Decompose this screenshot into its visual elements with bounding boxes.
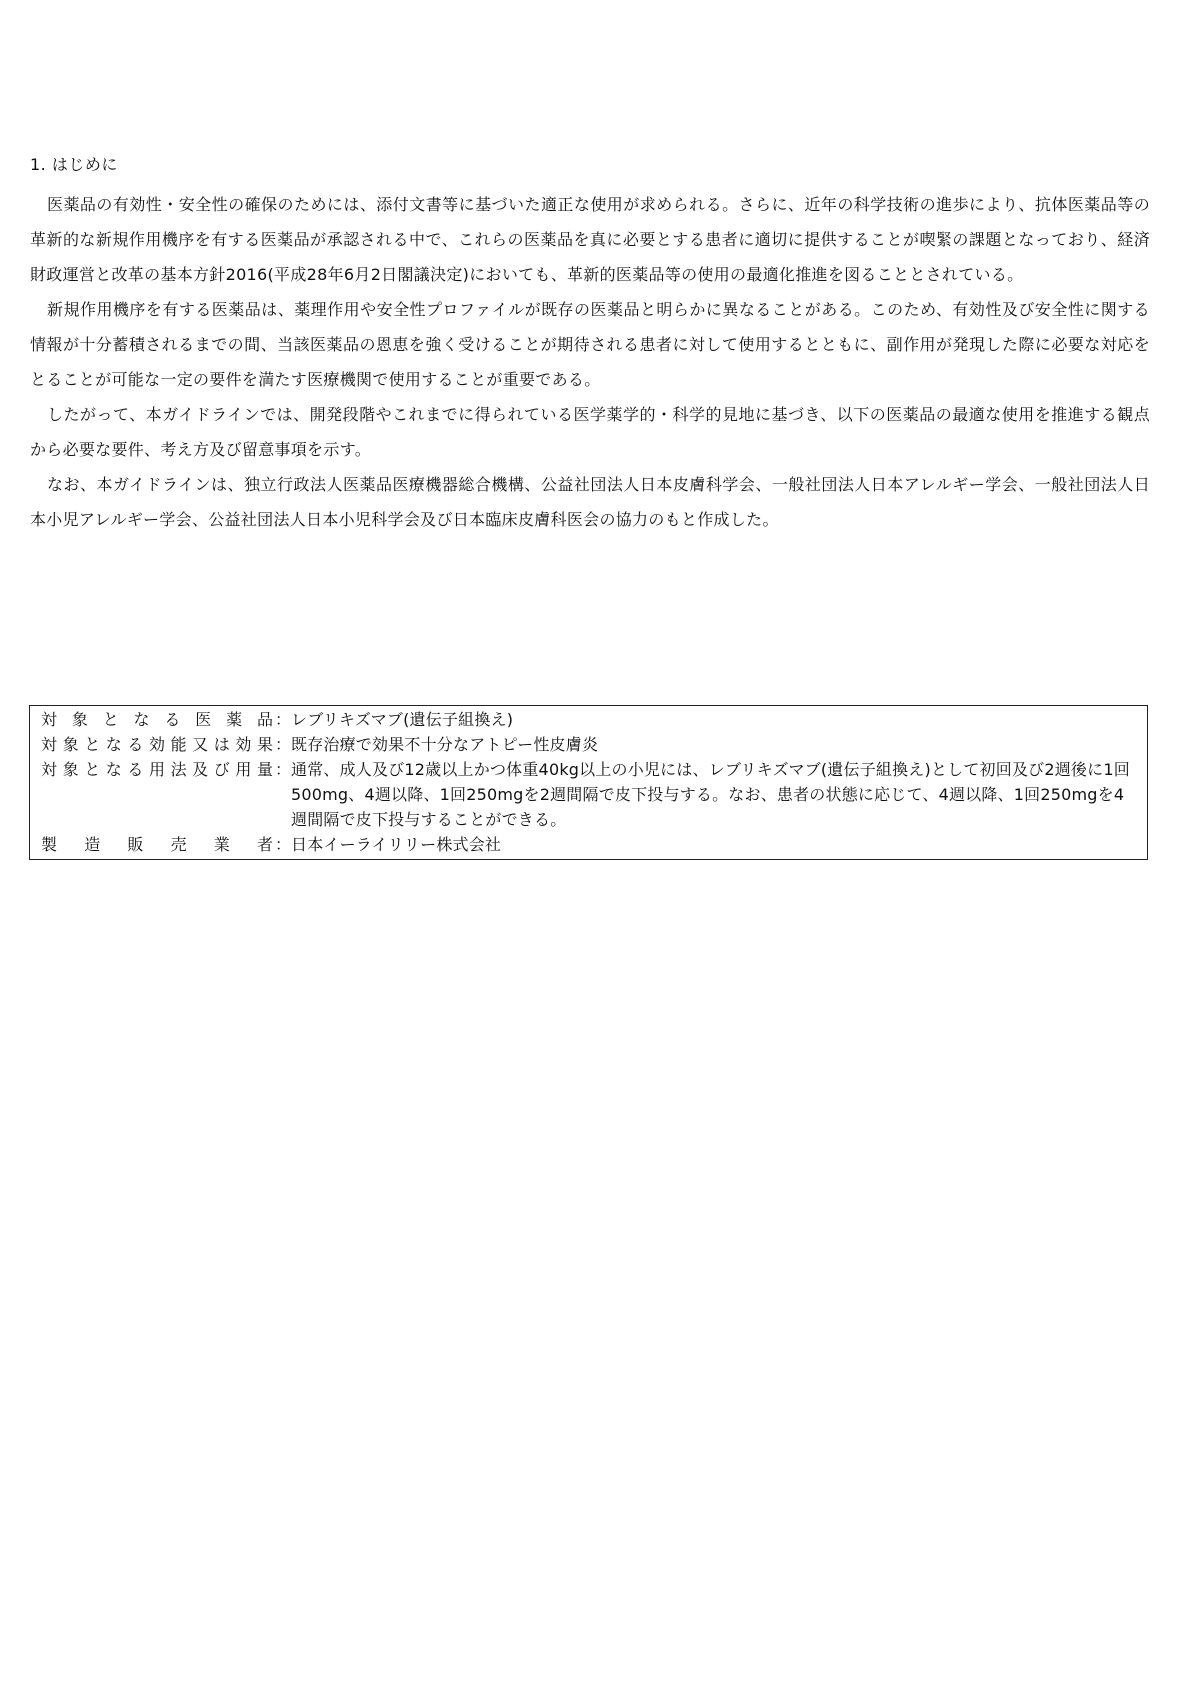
intro-paragraph: 新規作用機序を有する医薬品は、薬理作用や安全性プロファイルが既存の医薬品と明らかに異なることがある。このため、有効性及び安全性に関する情報が十分蓄積されるまでの間、当該医薬品の恩恵を強く受けることが期待される患者に対して使用するとともに、副作用が発現した際に必要な対応をとることが可能な一定の要件を満たす医療機関で使用することが重要である。 (30, 300, 1150, 389)
info-label-colon: ： (274, 735, 291, 754)
info-label (41, 732, 291, 757)
drug-info-box (29, 705, 1148, 860)
intro-paragraph: 医薬品の有効性・安全性の確保のためには、添付文書等に基づいた適正な使用が求められる。さらに、近年の科学技術の進歩により、抗体医薬品等の革新的な新規作用機序を有する医薬品が承認される中で、これらの医薬品を真に必要とする患者に適切に提供することが喫緊の課題となっており、経済財政運営と改革の基本方針2016(平成28年6月2日閣議決定)においても、革新的医薬品等の使用の最適化推進を図ることとされている。 (30, 195, 1150, 284)
info-label-text: 対象となる効能又は効果 (41, 735, 273, 754)
info-label (41, 757, 291, 782)
info-value: 日本イーライリリー株式会社 (291, 835, 502, 854)
intro-paragraph: なお、本ガイドラインは、独立行政法人医薬品医療機器総合機構、公益社団法人日本皮膚科学会、一般社団法人日本アレルギー学会、一般社団法人日本小児アレルギー学会、公益社団法人日本小児科学会及び日本臨床皮膚科医会の協力のもと作成した。 (30, 475, 1150, 529)
info-label-colon: ： (274, 710, 291, 729)
info-row-indication (41, 732, 1137, 757)
info-value: 通常、成人及び12歳以上かつ体重40kg以上の小児には、レブリキズマブ(遺伝子組換え)として初回及び2週後に1回500mg、4週以降、1回250mgを2週間隔で皮下投与する。なお、患者の状態に応じて、4週以降、1回250mgを4週間隔で皮下投与することができる。 (291, 760, 1130, 829)
info-row-drug (41, 707, 1137, 732)
info-row-manufacturer (41, 832, 1137, 857)
info-row-dosage (41, 757, 1137, 832)
info-value: レブリキズマブ(遺伝子組換え) (291, 710, 514, 729)
intro-paragraph: したがって、本ガイドラインでは、開発段階やこれまでに得られている医学薬学的・科学的見地に基づき、以下の医薬品の最適な使用を推進する観点から必要な要件、考え方及び留意事項を示す。 (30, 405, 1150, 459)
info-label-text: 製造販売業者 (41, 835, 273, 854)
info-label (41, 832, 291, 857)
introduction-body (30, 187, 1150, 537)
info-label (41, 707, 291, 732)
info-label-colon: ： (274, 835, 291, 854)
section-heading: 1. はじめに (30, 155, 118, 174)
info-value: 既存治療で効果不十分なアトピー性皮膚炎 (291, 735, 599, 754)
info-label-text: 対象となる用法及び用量 (41, 760, 273, 779)
info-label-colon: ： (274, 760, 291, 779)
info-label-text: 対象となる医薬品 (41, 710, 273, 729)
